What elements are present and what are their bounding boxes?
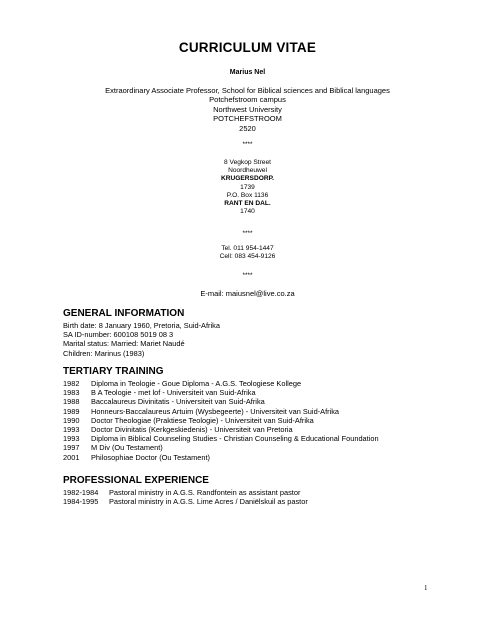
separator: **** <box>242 272 253 279</box>
year: 1990 <box>63 415 80 425</box>
section-heading-tertiary: TERTIARY TRAINING <box>63 366 164 377</box>
experience-list <box>63 488 308 506</box>
period: 1982-1984 <box>63 488 99 497</box>
list-item <box>63 434 379 443</box>
year: 1997 <box>63 443 80 453</box>
email-line: E-mail: maiusnel@live.co.za <box>200 289 295 298</box>
year: 1989 <box>63 406 80 416</box>
year: 1982 <box>63 379 80 388</box>
list-item <box>63 425 379 434</box>
separator: **** <box>242 141 253 148</box>
period: 1984-1995 <box>63 497 99 507</box>
year: 1993 <box>63 425 80 435</box>
qualification: Philosophiae Doctor (Ou Testament) <box>91 452 210 462</box>
general-info-line: Children: Marinus (1983) <box>63 348 145 358</box>
phone-block <box>0 245 495 261</box>
position-line: 2520 <box>239 123 256 133</box>
qualification: Diploma in Teologie - Goue Diploma - A.G.S. Teologiese Kollege <box>91 379 302 388</box>
section-heading-experience: PROFESSIONAL EXPERIENCE <box>63 475 209 486</box>
address-line: 1740 <box>240 208 255 216</box>
qualification: Diploma in Biblical Counseling Studies - Christian Counseling & Educational Foundation <box>91 434 379 444</box>
phone-line: Tel. 011 954-1447 <box>221 245 274 252</box>
list-item <box>63 388 379 397</box>
address-block <box>0 159 495 216</box>
position-line: Extraordinary Associate Professor, School for Biblical sciences and Biblical languages <box>105 86 390 95</box>
experience-text: Pastoral ministry in A.G.S. Lime Acres / Daniëlskuil as pastor <box>109 497 308 507</box>
separator: **** <box>242 230 253 237</box>
address-line: RANT EN DAL. <box>224 200 271 208</box>
list-item <box>63 497 308 506</box>
qualification: Honneurs-Baccalaureus Artuim (Wysbegeerte) - Universiteit van Suid-Afrika <box>91 406 340 416</box>
position-line: POTCHEFSTROOM <box>213 114 282 124</box>
page-number: 1 <box>424 584 428 592</box>
general-info-line: Birth date: 8 January 1960, Pretoria, Suid-Afrika <box>63 321 220 330</box>
position-line: Potchefstroom campus <box>209 95 286 105</box>
list-item <box>63 488 308 497</box>
tertiary-list <box>63 379 379 462</box>
list-item <box>63 397 379 406</box>
qualification: B A Teologie - met lof - Universiteit van Suid-Afrika <box>91 388 256 398</box>
address-line: 8 Vegkop Street <box>224 159 271 166</box>
general-info-block <box>63 321 220 358</box>
phone-line: Cell: 083 454-9126 <box>219 253 276 261</box>
year: 2001 <box>63 452 80 462</box>
general-info-line: SA ID-number: 600108 5019 08 3 <box>63 330 174 340</box>
list-item <box>63 443 379 452</box>
position-line: Northwest University <box>213 104 282 114</box>
list-item <box>63 379 379 388</box>
cv-title: CURRICULUM VITAE <box>178 40 317 55</box>
year: 1988 <box>63 397 80 407</box>
list-item <box>63 453 379 462</box>
experience-text: Pastoral ministry in A.G.S. Randfontein as assistant pastor <box>109 488 301 497</box>
address-line: KRUGERSDORP. <box>220 175 274 183</box>
section-heading-general: GENERAL INFORMATION <box>63 308 185 319</box>
year: 1983 <box>63 388 80 398</box>
qualification: Doctor Divinitatis (Kerkgeskiedenis) - Universiteit van Pretoria <box>91 425 293 435</box>
address-line: 1739 <box>240 183 255 191</box>
list-item <box>63 407 379 416</box>
qualification: Baccalaureus Divinitatis - Universiteit van Suid-Afrika <box>91 397 265 407</box>
person-name: Marius Nel <box>229 69 266 76</box>
year: 1993 <box>63 434 80 444</box>
position-block <box>0 86 495 133</box>
address-line: P.O. Box 1136 <box>226 191 269 199</box>
qualification: Doctor Theologiae (Praktiese Teologie) - Universiteit van Suid-Afrika <box>91 415 314 425</box>
list-item <box>63 416 379 425</box>
address-line: Noordheuwel <box>228 167 267 175</box>
qualification: M Div (Ou Testament) <box>91 443 163 453</box>
general-info-line: Marital status: Married: Mariet Naudé <box>63 339 185 349</box>
